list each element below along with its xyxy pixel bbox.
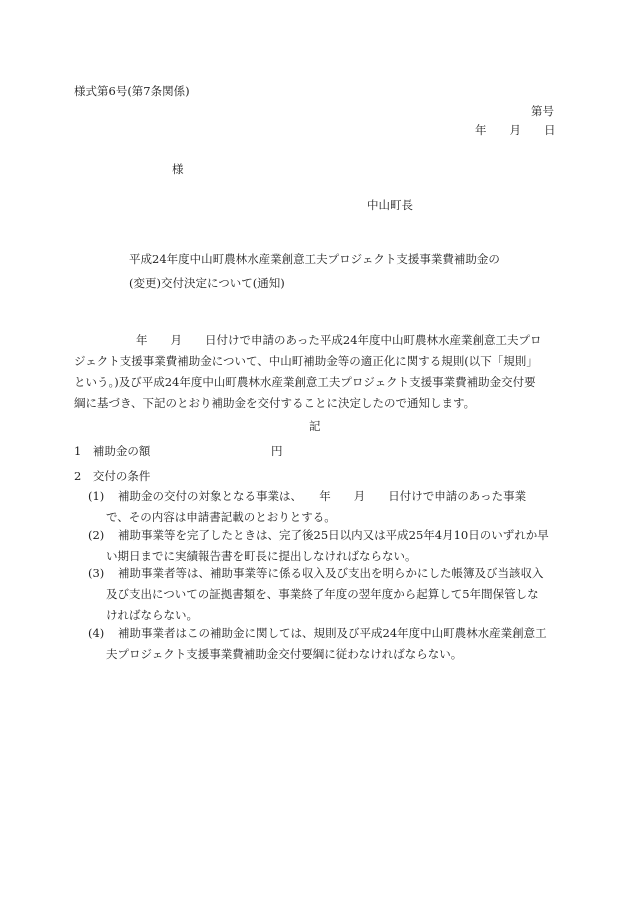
condition-item xyxy=(88,486,560,528)
document-number: 第号 xyxy=(531,104,554,118)
document-title-line1: 平成24年度中山町農林水産業創意工夫プロジェクト支援事業費補助金の xyxy=(129,252,500,266)
issue-date: 年 月 日 xyxy=(475,123,556,137)
sender-name: 中山町長 xyxy=(367,198,413,212)
condition-line: い期日までに実績報告書を町長に提出しなければならない。 xyxy=(106,549,417,563)
body-line: 綱に基づき、下記のとおり補助金を交付することに決定したので通知します。 xyxy=(74,396,476,410)
condition-line: 補助金の交付の対象となる事業は、 年 月 日付けで申請のあった事業 xyxy=(118,489,527,503)
ki-heading: 記 xyxy=(309,419,321,433)
condition-item xyxy=(88,563,560,626)
body-line: という。)及び平成24年度中山町農林水産業創意工夫プロジェクト支援事業費補助金交付要 xyxy=(74,375,536,389)
body-line: ジェクト支援事業費補助金について、中山町補助金等の適正化に関する規則(以下「規則」 xyxy=(74,354,538,368)
body-line: 年 月 日付けで申請のあった平成24年度中山町農林水産業創意工夫プロ xyxy=(136,333,542,347)
condition-line: 補助事業者はこの補助金に関しては、規則及び平成24年度中山町農林水産業創意工 xyxy=(118,626,547,640)
subsidy-amount-unit: 円 xyxy=(271,444,283,458)
condition-item xyxy=(88,623,560,665)
condition-item xyxy=(88,525,560,567)
condition-number: (3) xyxy=(88,566,105,580)
body-paragraph xyxy=(74,330,542,414)
form-label: 様式第6号(第7条関係) xyxy=(74,84,190,98)
condition-line: ければならない。 xyxy=(106,608,198,622)
condition-line: 及び支出についての証拠書類を、事業終了年度の翌年度から起算して5年間保管しな xyxy=(106,587,539,601)
condition-line: 補助事業者等は、補助事業等に係る収入及び支出を明らかにした帳簿及び当該収入 xyxy=(118,566,544,580)
condition-line: で、その内容は申請書記載のとおりとする。 xyxy=(106,510,336,524)
subsidy-amount-label: 1 補助金の額 xyxy=(74,444,151,458)
recipient-honorific: 様 xyxy=(172,162,184,176)
conditions-label: 2 交付の条件 xyxy=(74,469,151,483)
condition-line: 夫プロジェクト支援事業費補助金交付要綱に従わなければならない。 xyxy=(106,647,463,661)
condition-number: (4) xyxy=(88,626,105,640)
document-title-line2: (変更)交付決定について(通知) xyxy=(129,276,285,290)
condition-number: (1) xyxy=(88,489,105,503)
condition-line: 補助事業等を完了したときは、完了後25日以内又は平成25年4月10日のいずれか早 xyxy=(118,528,549,542)
condition-number: (2) xyxy=(88,528,105,542)
